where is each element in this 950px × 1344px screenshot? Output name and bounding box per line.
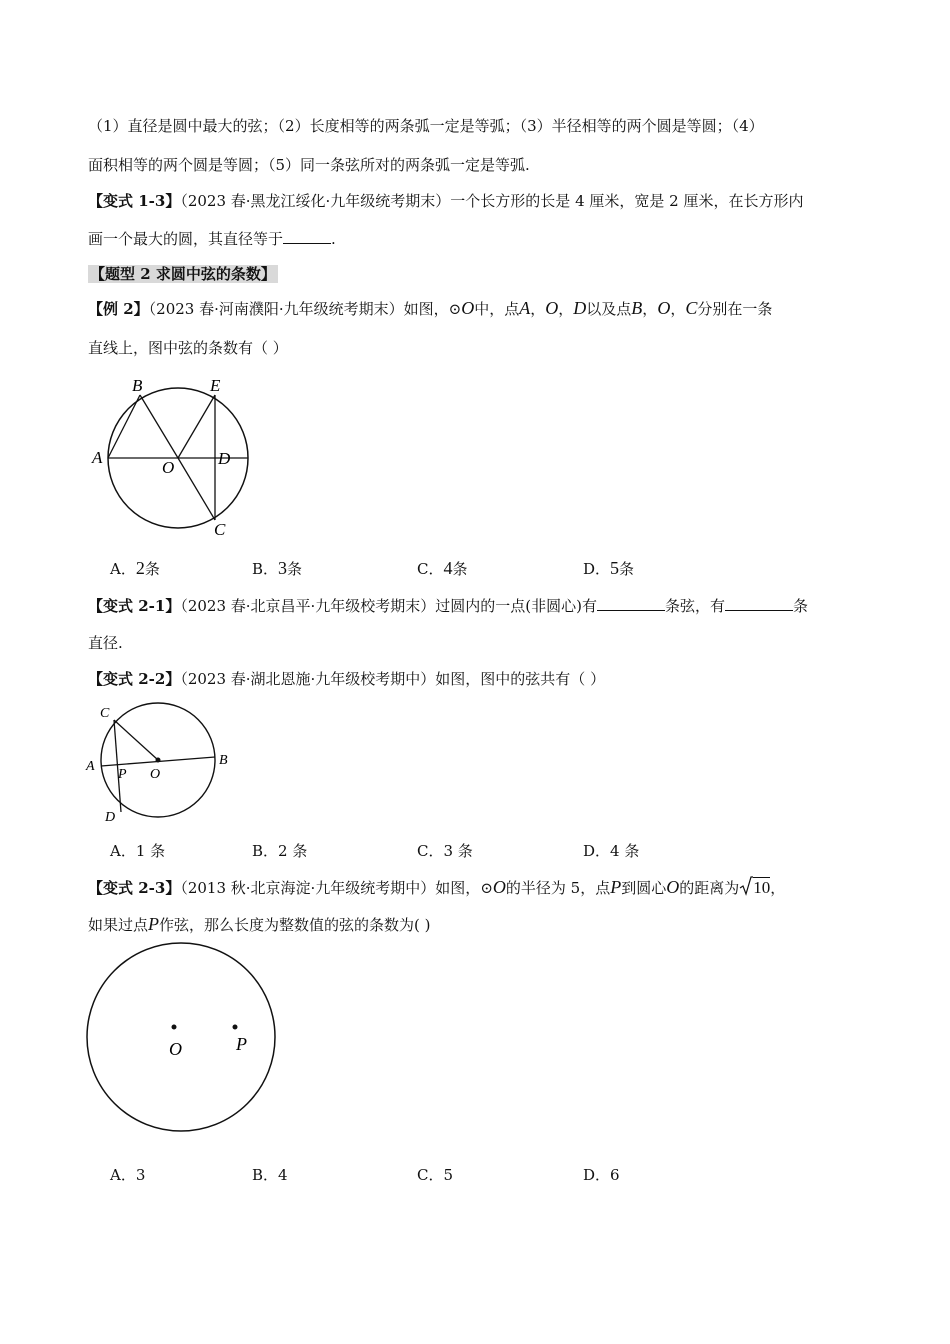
question-text: 如果过点 [88, 916, 149, 934]
label-D: D [105, 810, 116, 825]
variant-2-2-line-1 [88, 669, 605, 689]
label-O: O [162, 458, 175, 477]
answer-blank-2[interactable] [725, 596, 793, 611]
variant-2-1-line-2: 直径. [88, 634, 123, 652]
option-a[interactable]: A．3 [110, 1166, 146, 1184]
answer-blank[interactable] [283, 229, 331, 244]
option-unit: 条 [144, 560, 160, 578]
question-text: 以及点 [586, 300, 632, 318]
question-text: （2023 春·湖北恩施·九年级校考期中）如图，图中的弦共有（ ） [180, 670, 606, 688]
label-C: C [214, 520, 226, 539]
math-O: O [666, 877, 680, 897]
comma: ， [558, 300, 574, 318]
math-B: B [631, 298, 643, 318]
math-O: O [461, 298, 475, 318]
option-d[interactable] [583, 558, 634, 579]
option-unit: 条 [452, 560, 468, 578]
comma: ， [670, 300, 686, 318]
comma: ， [642, 300, 658, 318]
question-text: （2023 春·北京昌平·九年级校考期末）过圆内的一点(非圆心)有 [180, 597, 598, 615]
option-letter: C． [417, 560, 444, 578]
variant-2-2-figure [85, 700, 235, 825]
option-c[interactable] [417, 558, 468, 579]
option-b[interactable]: B．4 [252, 1166, 288, 1184]
point-O [172, 1025, 177, 1030]
option-number: 3 [278, 558, 288, 578]
math-A: A [519, 298, 531, 318]
option-number: 4 [443, 558, 453, 578]
label-P: P [118, 767, 127, 782]
variant-1-3-line-1 [88, 191, 803, 211]
option-unit: 条 [619, 560, 635, 578]
example-2-figure [85, 370, 265, 540]
question-text: （2013 秋·北京海淀·九年级统考期中）如图， [180, 879, 481, 897]
center-point [156, 758, 161, 763]
math-O: O [545, 298, 559, 318]
question-text: 条弦，有 [665, 597, 726, 615]
label-E: E [210, 376, 221, 395]
math-C: C [685, 298, 698, 318]
option-number: 5 [610, 558, 620, 578]
label-P: P [236, 1034, 247, 1054]
label-O: O [150, 767, 161, 782]
question-text: 画一个最大的圆，其直径等于 [88, 230, 284, 248]
question-text: 的半径为 5，点 [505, 879, 611, 897]
label-C: C [100, 706, 110, 721]
option-d[interactable]: D．4 条 [583, 842, 640, 860]
variant-2-3-figure [85, 940, 280, 1140]
radius-CO [114, 720, 158, 760]
question-text: （2023 春·黑龙江绥化·九年级统考期末）一个长方形的长是 4 厘米，宽是 2 厘米，在长方形内 [180, 192, 804, 210]
point-P [233, 1025, 238, 1030]
variant-2-3-line-1 [88, 876, 785, 898]
statement-line-1: （1）直径是圆中最大的弦；（2）长度相等的两条弧一定是等弧；（3）半径相等的两个圆是等圆；（4） [88, 117, 764, 135]
variant-tag: 【变式 2-2】 [88, 670, 181, 688]
option-number: 2 [135, 558, 145, 578]
question-text: 到圆心 [621, 879, 667, 897]
option-c[interactable]: C．5 [417, 1166, 454, 1184]
radius-BO [140, 395, 178, 458]
radicand: 10 [753, 878, 771, 897]
comma: ， [530, 300, 546, 318]
math-P: P [610, 877, 622, 897]
math-O: O [657, 298, 671, 318]
answer-blank-1[interactable] [597, 596, 665, 611]
example-2-line-1 [88, 298, 772, 319]
question-text: 作弦，那么长度为整数值的弦的条数为( ) [159, 916, 431, 934]
label-D: D [218, 449, 231, 468]
example-2-line-2: 直线上，图中弦的条数有（ ） [88, 339, 288, 357]
question-text: 的距离为 [679, 879, 740, 897]
option-letter: B． [252, 560, 279, 578]
option-letter: D． [583, 560, 611, 578]
radius-OC [178, 458, 215, 520]
comma: ， [770, 879, 786, 897]
option-d[interactable]: D．6 [583, 1166, 620, 1184]
option-c[interactable]: C．3 条 [417, 842, 473, 860]
radius-OE [178, 395, 215, 458]
period: . [331, 230, 336, 248]
question-text: 分别在一条 [697, 300, 773, 318]
statement-line-2: 面积相等的两个圆是等圆；（5）同一条弦所对的两条弧一定是等弧. [88, 156, 530, 174]
question-text: 条 [793, 597, 809, 615]
option-a[interactable] [110, 558, 160, 579]
label-B: B [219, 753, 228, 768]
option-a[interactable]: A．1 条 [110, 842, 166, 860]
variant-tag: 【变式 2-3】 [88, 879, 181, 897]
label-A: A [92, 448, 103, 467]
variant-2-3-line-2 [88, 914, 431, 935]
variant-1-3-line-2 [88, 229, 336, 249]
sqrt-sign-icon [739, 876, 753, 896]
sqrt-expression [739, 876, 770, 898]
math-O: O [492, 877, 506, 897]
variant-2-1-line-1 [88, 596, 808, 616]
label-B: B [132, 376, 143, 395]
section-heading [88, 264, 278, 284]
option-letter: A． [110, 560, 136, 578]
math-P: P [148, 914, 160, 934]
variant-tag: 【变式 2-1】 [88, 597, 181, 615]
question-text: （2023 春·河南濮阳·九年级统考期末）如图， [148, 300, 449, 318]
option-b[interactable]: B．2 条 [252, 842, 308, 860]
option-unit: 条 [287, 560, 303, 578]
chord-AB [108, 395, 140, 458]
section-heading-label: 【题型 2 求圆中弦的条数】 [90, 265, 276, 283]
label-A: A [86, 759, 95, 774]
math-D: D [573, 298, 587, 318]
circle-symbol: ⊙ [480, 879, 493, 897]
variant-tag: 【变式 1-3】 [88, 192, 181, 210]
label-O: O [169, 1039, 182, 1059]
example-tag: 【例 2】 [88, 300, 149, 318]
question-text: 中，点 [474, 300, 520, 318]
circle-symbol: ⊙ [448, 300, 462, 318]
option-b[interactable] [252, 558, 302, 579]
